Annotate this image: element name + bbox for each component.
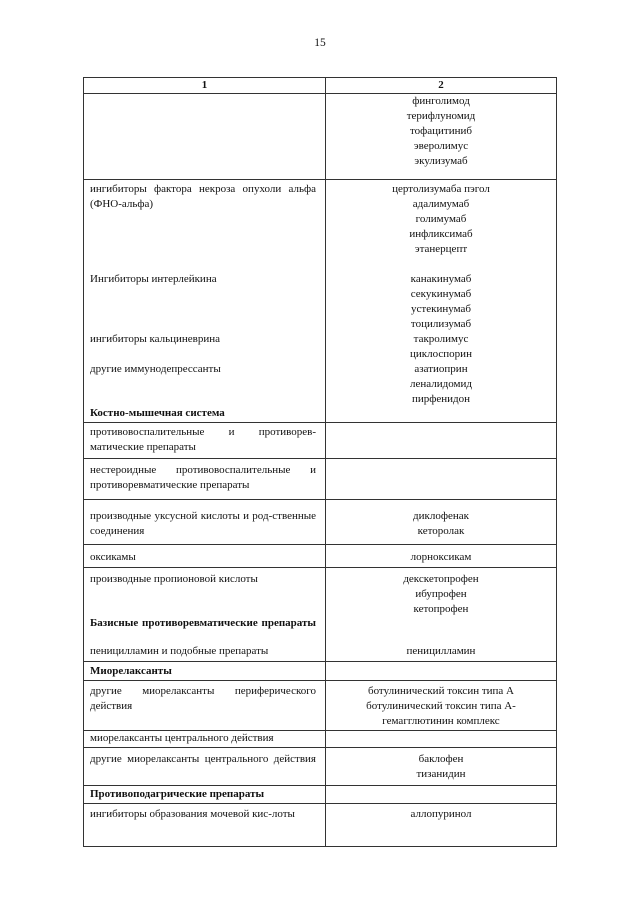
drug-category: ингибиторы кальциневрина bbox=[90, 333, 221, 345]
drug-name: экулизумаб bbox=[414, 155, 468, 167]
drug-category: пеницилламин и подобные препараты bbox=[90, 645, 269, 657]
drug-name: ботулинический токсин типа А bbox=[367, 685, 514, 697]
drug-name: лорноксикам bbox=[410, 551, 472, 563]
table-row bbox=[330, 550, 552, 565]
drug-table bbox=[83, 77, 557, 847]
drug-name: адалимумаб bbox=[412, 198, 470, 210]
table-header-row bbox=[84, 78, 556, 94]
table-row bbox=[330, 509, 552, 539]
drug-name: циклоспорин bbox=[410, 348, 472, 360]
drug-name: эверолимус bbox=[413, 140, 469, 152]
row-divider bbox=[84, 422, 556, 423]
drug-name: пирфенидон bbox=[411, 393, 471, 405]
drug-name: тофацитиниб bbox=[409, 125, 472, 137]
section-heading: Миорелаксанты bbox=[90, 665, 172, 677]
table-row bbox=[330, 332, 552, 362]
drug-name: пеницилламин bbox=[406, 645, 476, 657]
drug-name: цертолизумаба пэгол bbox=[392, 183, 490, 195]
drug-name: ибупрофен bbox=[415, 588, 467, 600]
drug-category: ингибиторы образования мочевой кис-лоты bbox=[90, 808, 295, 820]
table-row bbox=[330, 94, 552, 169]
drug-name: декскетопрофен bbox=[403, 573, 479, 585]
drug-name: устекинумаб bbox=[411, 303, 471, 315]
drug-category: миорелаксанты центрального действия bbox=[90, 732, 274, 744]
drug-category: ингибиторы фактора некроза опухоли альфа (ФНО-альфа) bbox=[90, 183, 316, 210]
drug-name: гемагглютинин комплекс bbox=[382, 715, 500, 727]
table-row bbox=[330, 684, 552, 729]
drug-name: баклофен bbox=[418, 753, 464, 765]
table-row bbox=[330, 182, 552, 257]
section-heading: Базисные противоревматические препараты bbox=[90, 617, 316, 629]
drug-name: такролимус bbox=[413, 333, 469, 345]
drug-name: голимумаб bbox=[415, 213, 467, 225]
table-row bbox=[330, 272, 552, 332]
row-divider bbox=[84, 458, 556, 459]
drug-category: нестероидные противовоспалительные и противоревматические препараты bbox=[90, 464, 316, 491]
drug-name: финголимод bbox=[412, 95, 470, 107]
drug-category: противовоспалительные и противорев-матические препараты bbox=[90, 426, 316, 453]
row-divider bbox=[84, 499, 556, 500]
drug-category: производные уксусной кислоты и род-ственные соединения bbox=[90, 510, 316, 537]
drug-name: кеторолак bbox=[417, 525, 465, 537]
drug-category: другие миорелаксанты центрального действия bbox=[90, 753, 316, 765]
drug-name: аллопуринол bbox=[410, 808, 472, 820]
row-divider bbox=[84, 803, 556, 804]
column-header-1: 1 bbox=[201, 79, 208, 91]
page-number: 15 bbox=[314, 37, 326, 49]
drug-name: инфликсимаб bbox=[409, 228, 473, 240]
row-divider bbox=[84, 179, 556, 180]
table-row bbox=[330, 362, 552, 407]
drug-category: производные пропионовой кислоты bbox=[90, 573, 258, 585]
table-row bbox=[330, 572, 552, 617]
drug-name: тизанидин bbox=[416, 768, 466, 780]
table-row bbox=[330, 807, 552, 822]
drug-name: леналидомид bbox=[410, 378, 472, 390]
drug-category: другие иммунодепрессанты bbox=[90, 363, 221, 375]
table-row bbox=[330, 752, 552, 782]
row-divider bbox=[84, 661, 556, 662]
drug-category: Ингибиторы интерлейкина bbox=[90, 273, 217, 285]
drug-name: азатиоприн bbox=[414, 363, 468, 375]
drug-name: тоцилизумаб bbox=[410, 318, 472, 330]
drug-name: кетопрофен bbox=[413, 603, 469, 615]
column-header-2: 2 bbox=[438, 79, 444, 91]
drug-name: этанерцепт bbox=[414, 243, 468, 255]
row-divider bbox=[84, 747, 556, 748]
section-heading: Костно-мышечная система bbox=[90, 407, 225, 419]
row-divider bbox=[84, 567, 556, 568]
row-divider bbox=[84, 785, 556, 786]
drug-name: канакинумаб bbox=[410, 273, 472, 285]
drug-category: другие миорелаксанты периферического действия bbox=[90, 685, 316, 712]
table-row bbox=[330, 644, 552, 659]
row-divider bbox=[84, 680, 556, 681]
section-heading: Противоподагрические препараты bbox=[90, 788, 265, 800]
drug-name: диклофенак bbox=[413, 510, 469, 522]
drug-category: оксикамы bbox=[90, 551, 136, 563]
drug-name: ботулинический токсин типа А- bbox=[366, 700, 516, 712]
row-divider bbox=[84, 544, 556, 545]
drug-name: секукинумаб bbox=[410, 288, 472, 300]
drug-name: терифлуномид bbox=[406, 110, 476, 122]
